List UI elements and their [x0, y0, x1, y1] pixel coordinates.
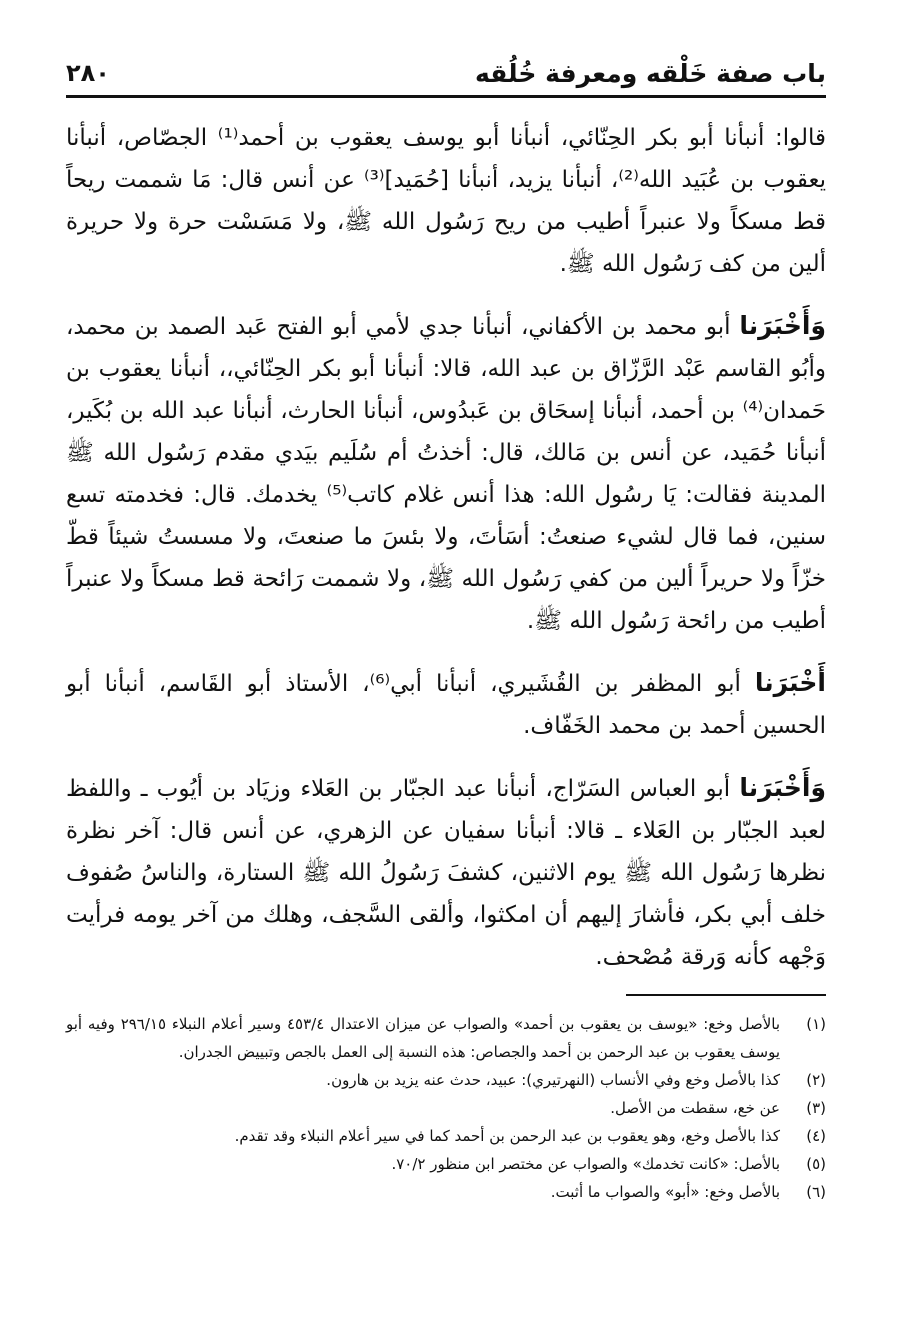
footnote-number: (١) — [806, 1015, 826, 1033]
paragraph-4 — [66, 767, 826, 978]
footnote-1 — [66, 1010, 826, 1066]
footnote-number: (٢) — [806, 1071, 826, 1089]
paragraph-lead: وَأَخْبَرَنا — [739, 311, 826, 340]
footnote-number: (٦) — [806, 1183, 826, 1201]
footnotes — [66, 1010, 826, 1206]
footnote-text: عن خع، سقطت من الأصل. — [610, 1099, 780, 1117]
paragraph-lead: أَخْبَرَنا — [754, 668, 826, 697]
main-text — [66, 116, 826, 998]
footnote-number: (٤) — [806, 1127, 826, 1145]
paragraph-body: أبو محمد بن الأكفاني، أنبأنا جدي لأمي أبو الفتح عَبد الصمد بن محمد، وأبُو القاسم عَبْد الرَّزّاق بن عبد الله، قالا: أنبأنا أبو بكر الحِنّائي،، أنبأنا يعقوب بن حَمدان⁽⁴⁾ بن أحمد، أنبأنا إسحَاق بن عَبدُوس، أنبأنا الحارث، أنبأنا عبد الله بن بُكَير، أنبأنا حُمَيد، عن أنس بن مَالك، قال: أخذتُ أم سُلَيم بيَدي مقدم رَسُول الله ﷺ المدينة فقالت: يَا رسُول الله: هذا أنس غلام كاتب⁽⁵⁾ يخدمك. قال: فخدمته تسع سنين، فما قال لشيء صنعتُ: أسَأتَ، ولا بئسَ ما صنعتَ، ولا مسستُ شيئاً قطّ خزّاً ولا حريراً ألين من كفي رَسُول الله ﷺ، ولا شممت رَائحة قط مسكاً ولا عنبراً أطيب من رائحة رَسُول الله ﷺ. — [66, 314, 827, 634]
footnote-text: بالأصل وخع: «أبو» والصواب ما أثبت. — [550, 1183, 780, 1201]
running-header — [66, 54, 826, 92]
header-rule — [66, 95, 826, 98]
paragraph-1 — [66, 116, 826, 285]
paragraph-body: قالوا: أنبأنا أبو بكر الحِنّائي، أنبأنا أبو يوسف يعقوب بن أحمد⁽¹⁾ الجصّاص، أنبأنا يعقوب بن عُبَيد الله⁽²⁾، أنبأنا يزيد، أنبأنا [حُمَيد]⁽³⁾ عن أنس قال: مَا شممت ريحاً قط مسكاً ولا عنبراً أطيب من ريح رَسُول الله ﷺ، ولا مَسَسْت حرة ولا حريرة ألين من كف رَسُول الله ﷺ. — [66, 125, 826, 277]
paragraph-lead: وَأَخْبَرَنا — [739, 773, 826, 802]
paragraph-body: أبو المظفر بن القُشَيري، أنبأنا أبي⁽⁶⁾، الأستاذ أبو القَاسم، أنبأنا أبو الحسين أحمد بن محمد الخَفّاف. — [66, 671, 826, 739]
footnote-3 — [66, 1094, 826, 1122]
paragraph-2 — [66, 305, 826, 642]
footnote-number: (٣) — [806, 1099, 826, 1117]
footnote-number: (٥) — [806, 1155, 826, 1173]
footnote-6 — [66, 1178, 826, 1206]
paragraph-body: أبو العباس السَرّاج، أنبأنا عبد الجبّار بن العَلاء وزيَاد بن أيُوب ـ واللفظ لعبد الجبّار بن العَلاء ـ قالا: أنبأنا سفيان عن الزهري، عن أنس قال: آخر نظرة نظرها رَسُول الله ﷺ يوم الاثنين، كشفَ رَسُولُ الله ﷺ الستارة، والناسُ صُفوف خلف أبي بكر، فأشارَ إليهم أن امكثوا، وألقى السَّجف، وهلك من آخر يومه فرأيت وَجْهه كأنه وَرقة مُصْحف. — [66, 776, 826, 970]
footnote-divider — [626, 994, 826, 996]
footnote-text: بالأصل وخع: «يوسف بن يعقوب بن أحمد» والصواب عن ميزان الاعتدال ٤٥٣/٤ وسير أعلام النبلاء ٢٩٦/١٥ وفيه أبو يوسف يعقوب بن عبد الرحمن بن أحمد والجصاص: هذه النسبة إلى العمل بالجص وتبييض الجدران. — [66, 1015, 780, 1061]
footnote-text: كذا بالأصل وخع وفي الأنساب (النهرتيري): عبيد، حدث عنه يزيد بن هارون. — [326, 1071, 780, 1089]
footnote-2 — [66, 1066, 826, 1094]
footnote-text: بالأصل: «كانت تخدمك» والصواب عن مختصر ابن منظور ٧٠/٢. — [391, 1155, 780, 1173]
footnote-text: كذا بالأصل وخع، وهو يعقوب بن عبد الرحمن بن أحمد كما في سير أعلام النبلاء وقد تقدم. — [234, 1127, 780, 1145]
footnote-4 — [66, 1122, 826, 1150]
footnote-5 — [66, 1150, 826, 1178]
page-number: ٢٨٠ — [66, 59, 110, 87]
chapter-title: باب صفة خَلْقه ومعرفة خُلُقه — [475, 58, 826, 88]
paragraph-3 — [66, 662, 826, 747]
